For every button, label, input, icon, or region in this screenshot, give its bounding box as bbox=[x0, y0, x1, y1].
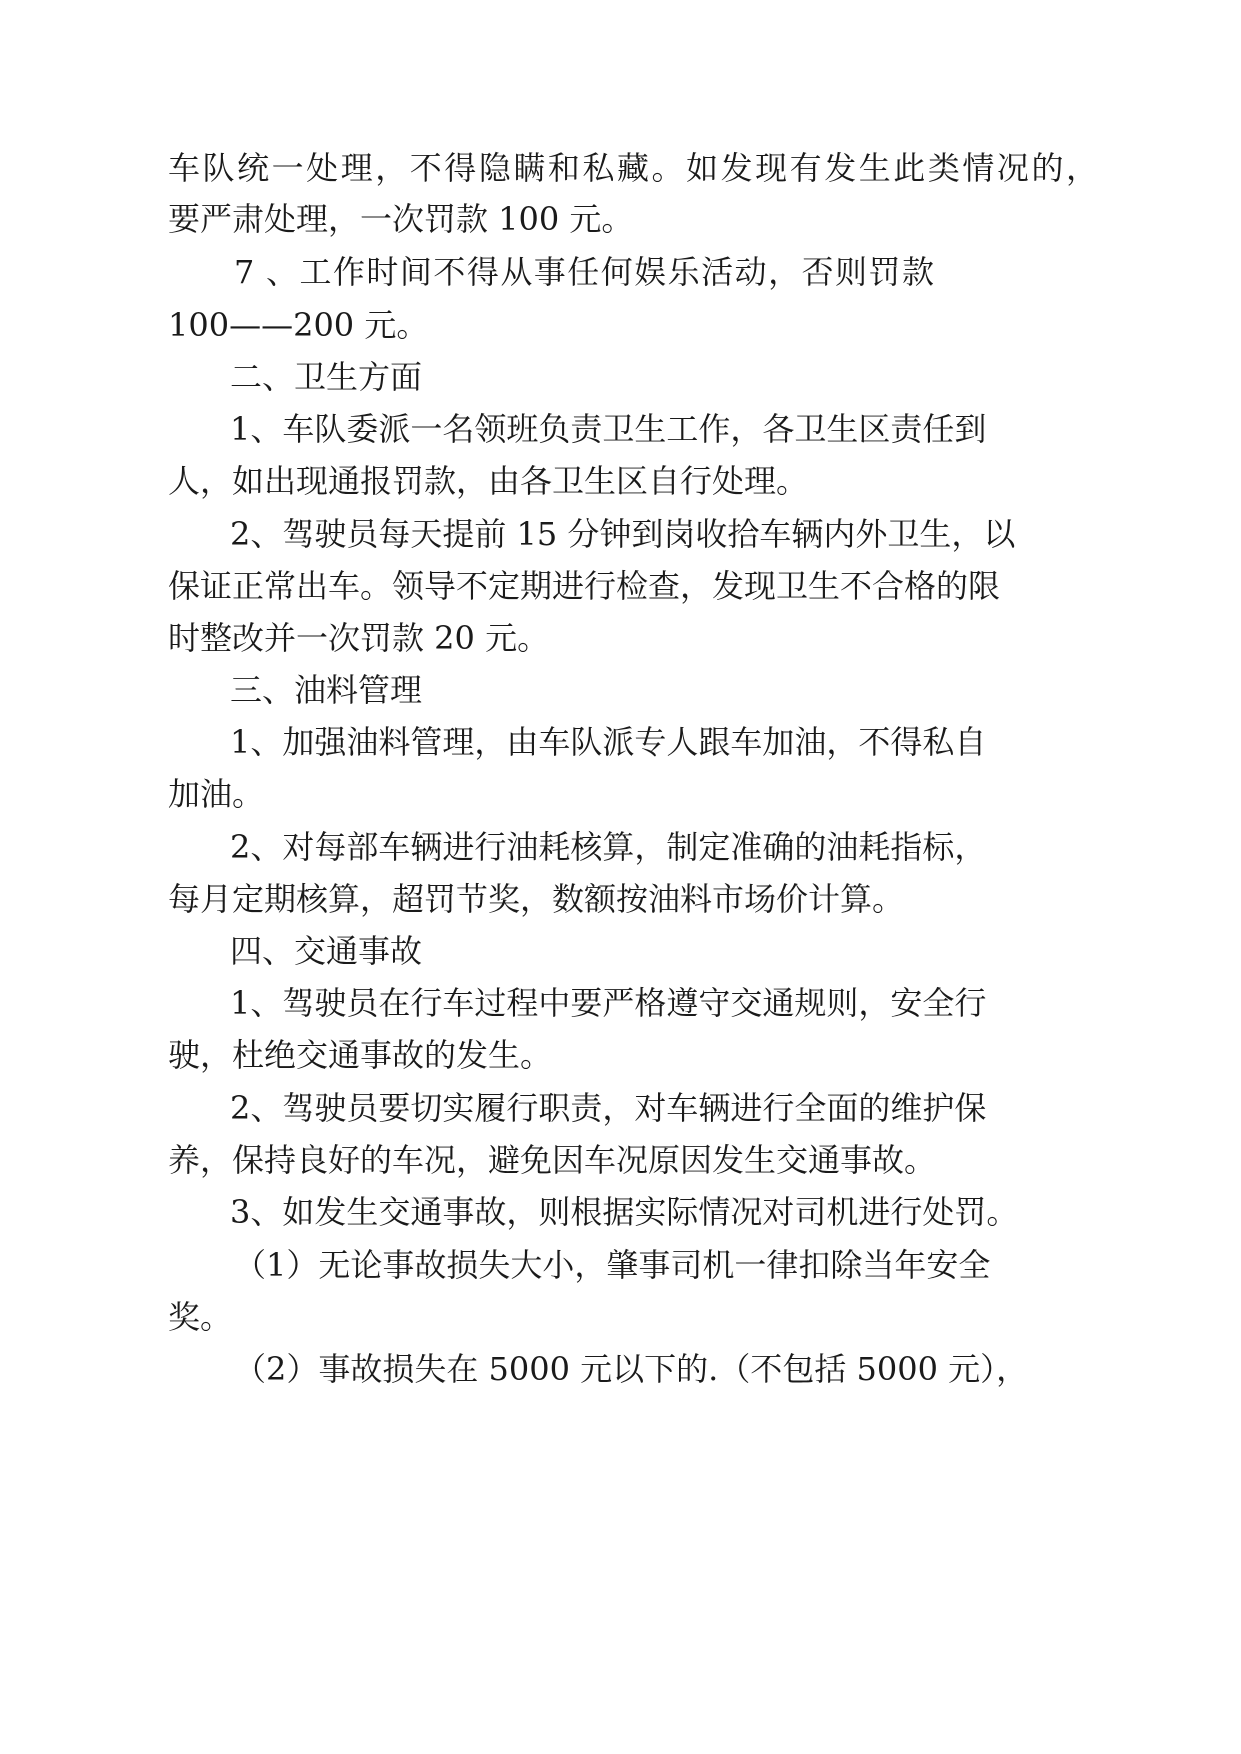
paragraph-line: 时整改并一次罚款 20 元。 bbox=[168, 619, 550, 657]
paragraph-line: 1、车队委派一名领班负责卫生工作，各卫生区责任到 bbox=[230, 410, 987, 448]
paragraph-line: 要严肃处理，一次罚款 100 元。 bbox=[168, 200, 634, 238]
paragraph-line: 奖。 bbox=[168, 1298, 233, 1336]
paragraph-line: 1、加强油料管理，由车队派专人跟车加油，不得私自 bbox=[230, 723, 987, 761]
section-heading: 四、交通事故 bbox=[230, 932, 423, 970]
paragraph-line: 人，如出现通报罚款，由各卫生区自行处理。 bbox=[168, 462, 809, 500]
paragraph-line: 2、驾驶员要切实履行职责，对车辆进行全面的维护保 bbox=[230, 1089, 987, 1127]
paragraph-line: （2）事故损失在 5000 元以下的.（不包括 5000 元）， bbox=[234, 1350, 1029, 1388]
paragraph-line: 每月定期核算，超罚节奖，数额按油料市场价计算。 bbox=[168, 880, 905, 918]
paragraph-line: 3、如发生交通事故，则根据实际情况对司机进行处罚。 bbox=[230, 1193, 1019, 1231]
section-heading: 三、油料管理 bbox=[230, 671, 423, 709]
section-heading: 二、卫生方面 bbox=[230, 358, 423, 396]
paragraph-line: 车队统一处理，不得隐瞒和私藏。如发现有发生此类情况的， bbox=[168, 149, 1098, 187]
paragraph-line: 100——200 元。 bbox=[168, 306, 429, 344]
paragraph-line: 加油。 bbox=[168, 775, 265, 813]
paragraph-line: 驶，杜绝交通事故的发生。 bbox=[168, 1036, 553, 1074]
paragraph-line: 保证正常出车。领导不定期进行检查，发现卫生不合格的限 bbox=[168, 567, 1001, 605]
paragraph-line: （1）无论事故损失大小，肇事司机一律扣除当年安全 bbox=[234, 1246, 991, 1284]
paragraph-line: 7 、工作时间不得从事任何娱乐活动，否则罚款 bbox=[234, 253, 934, 291]
paragraph-line: 1、驾驶员在行车过程中要严格遵守交通规则，安全行 bbox=[230, 984, 987, 1022]
paragraph-line: 养，保持良好的车况，避免因车况原因发生交通事故。 bbox=[168, 1141, 937, 1179]
paragraph-line: 2、对每部车辆进行油耗核算，制定准确的油耗指标， bbox=[230, 828, 987, 866]
paragraph-line: 2、驾驶员每天提前 15 分钟到岗收拾车辆内外卫生，以 bbox=[230, 515, 1016, 553]
